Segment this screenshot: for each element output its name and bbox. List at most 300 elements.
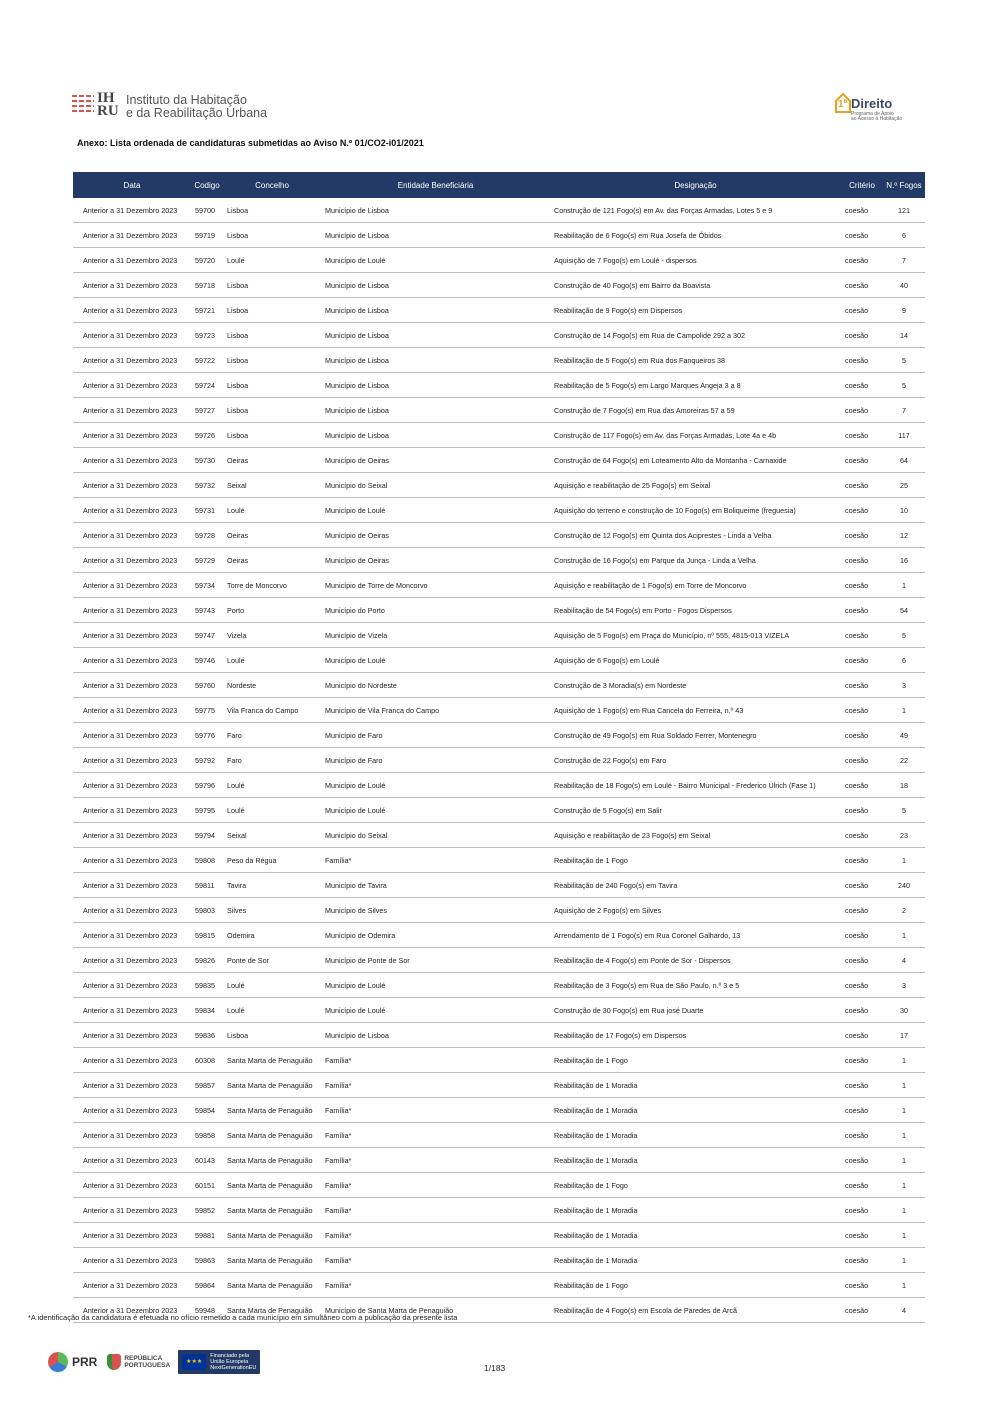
cell-concelho: Lisboa <box>223 273 321 298</box>
cell-designacao: Aquisição de 2 Fogo(s) em Silves <box>550 898 841 923</box>
cell-fogos: 2 <box>883 898 925 923</box>
cell-fogos: 7 <box>883 398 925 423</box>
cell-codigo: 59728 <box>191 523 223 548</box>
cell-concelho: Loulé <box>223 998 321 1023</box>
cell-codigo: 59743 <box>191 598 223 623</box>
cell-codigo: 59803 <box>191 898 223 923</box>
cell-criterio: coesão <box>841 298 883 323</box>
cell-designacao: Construção de 49 Fogo(s) em Rua Soldado Ferrer, Montenegro <box>550 723 841 748</box>
cell-criterio: coesão <box>841 1198 883 1223</box>
cell-entidade: Município de Lisboa <box>321 1023 550 1048</box>
cell-codigo: 60143 <box>191 1148 223 1173</box>
cell-criterio: coesão <box>841 523 883 548</box>
cell-data: Anterior a 31 Dezembro 2023 <box>73 948 191 973</box>
table-row <box>73 423 925 448</box>
cell-codigo: 59863 <box>191 1248 223 1273</box>
cell-designacao: Construção de 117 Fogo(s) em Av. das Forças Armadas, Lote 4a e 4b <box>550 423 841 448</box>
direito-subtitle-line2: ao Acesso à Habitação <box>851 116 903 122</box>
cell-codigo: 59721 <box>191 298 223 323</box>
cell-concelho: Loulé <box>223 498 321 523</box>
cell-designacao: Construção de 22 Fogo(s) em Faro <box>550 748 841 773</box>
table-row <box>73 548 925 573</box>
cell-concelho: Santa Marta de Penaguião <box>223 1198 321 1223</box>
cell-designacao: Aquisição e reabilitação de 25 Fogo(s) em Seixal <box>550 473 841 498</box>
cell-fogos: 40 <box>883 273 925 298</box>
cell-data: Anterior a 31 Dezembro 2023 <box>73 1023 191 1048</box>
cell-data: Anterior a 31 Dezembro 2023 <box>73 1223 191 1248</box>
cell-concelho: Lisboa <box>223 198 321 223</box>
cell-data: Anterior a 31 Dezembro 2023 <box>73 973 191 998</box>
cell-entidade: Município de Silves <box>321 898 550 923</box>
cell-codigo: 59734 <box>191 573 223 598</box>
cell-designacao: Construção de 5 Fogo(s) em Salir <box>550 798 841 823</box>
cell-data: Anterior a 31 Dezembro 2023 <box>73 598 191 623</box>
cell-concelho: Peso da Régua <box>223 848 321 873</box>
table-row <box>73 1248 925 1273</box>
cell-fogos: 49 <box>883 723 925 748</box>
direito-subtitle-line1: Programa de Apoio <box>851 111 894 117</box>
cell-data: Anterior a 31 Dezembro 2023 <box>73 523 191 548</box>
cell-fogos: 12 <box>883 523 925 548</box>
table-row <box>73 1223 925 1248</box>
cell-concelho: Santa Marta de Penaguião <box>223 1298 321 1323</box>
cell-data: Anterior a 31 Dezembro 2023 <box>73 473 191 498</box>
direito-logo <box>832 92 922 128</box>
cell-data: Anterior a 31 Dezembro 2023 <box>73 1073 191 1098</box>
cell-codigo: 59826 <box>191 948 223 973</box>
cell-criterio: coesão <box>841 1173 883 1198</box>
cell-fogos: 1 <box>883 923 925 948</box>
cell-data: Anterior a 31 Dezembro 2023 <box>73 773 191 798</box>
cell-designacao: Construção de 40 Fogo(s) em Bairro da Boavista <box>550 273 841 298</box>
cell-data: Anterior a 31 Dezembro 2023 <box>73 198 191 223</box>
cell-concelho: Nordeste <box>223 673 321 698</box>
cell-concelho: Lisboa <box>223 423 321 448</box>
table-row <box>73 923 925 948</box>
cell-designacao: Reabilitação de 1 Moradia <box>550 1148 841 1173</box>
table-row <box>73 573 925 598</box>
cell-data: Anterior a 31 Dezembro 2023 <box>73 1248 191 1273</box>
cell-fogos: 25 <box>883 473 925 498</box>
cell-criterio: coesão <box>841 673 883 698</box>
table-row <box>73 623 925 648</box>
cell-concelho: Vizela <box>223 623 321 648</box>
table-row <box>73 498 925 523</box>
cell-entidade: Município do Porto <box>321 598 550 623</box>
cell-designacao: Reabilitação de 1 Moradia <box>550 1073 841 1098</box>
cell-entidade: Município de Lisboa <box>321 373 550 398</box>
cell-designacao: Construção de 7 Fogo(s) em Rua das Amoreiras 57 a 59 <box>550 398 841 423</box>
cell-concelho: Santa Marta de Penaguião <box>223 1173 321 1198</box>
cell-criterio: coesão <box>841 448 883 473</box>
eu-text-line1: Financiado pela <box>210 1353 250 1359</box>
cell-codigo: 59794 <box>191 823 223 848</box>
cell-data: Anterior a 31 Dezembro 2023 <box>73 723 191 748</box>
cell-designacao: Aquisição de 1 Fogo(s) em Rua Cancela do Ferreira, n.º 43 <box>550 698 841 723</box>
cell-codigo: 59854 <box>191 1098 223 1123</box>
cell-designacao: Construção de 12 Fogo(s) em Quinta dos Aciprestes - Linda a Velha <box>550 523 841 548</box>
cell-data: Anterior a 31 Dezembro 2023 <box>73 248 191 273</box>
cell-fogos: 16 <box>883 548 925 573</box>
republica-text-line1: REPÚBLICA <box>124 1355 163 1362</box>
cell-criterio: coesão <box>841 1223 883 1248</box>
table-row <box>73 323 925 348</box>
cell-codigo: 59795 <box>191 798 223 823</box>
cell-data: Anterior a 31 Dezembro 2023 <box>73 823 191 848</box>
cell-criterio: coesão <box>841 473 883 498</box>
cell-criterio: coesão <box>841 573 883 598</box>
cell-designacao: Construção de 121 Fogo(s) em Av. das Forças Armadas, Lotes 5 e 9 <box>550 198 841 223</box>
cell-entidade: Município do Nordeste <box>321 673 550 698</box>
ihru-emblem <box>72 90 124 121</box>
cell-data: Anterior a 31 Dezembro 2023 <box>73 673 191 698</box>
cell-fogos: 9 <box>883 298 925 323</box>
cell-designacao: Aquisição e reabilitação de 23 Fogo(s) em Seixal <box>550 823 841 848</box>
cell-codigo: 59881 <box>191 1223 223 1248</box>
cell-entidade: Município de Vila Franca do Campo <box>321 698 550 723</box>
cell-codigo: 59747 <box>191 623 223 648</box>
cell-entidade: Município de Oeiras <box>321 548 550 573</box>
table-row <box>73 673 925 698</box>
ihru-name-line2: e da Reabilitação Urbana <box>126 106 268 120</box>
cell-criterio: coesão <box>841 948 883 973</box>
cell-codigo: 59718 <box>191 273 223 298</box>
table-row <box>73 773 925 798</box>
cell-fogos: 14 <box>883 323 925 348</box>
cell-designacao: Reabilitação de 1 Moradia <box>550 1223 841 1248</box>
cell-entidade: Município de Loulé <box>321 248 550 273</box>
cell-entidade: Município de Faro <box>321 723 550 748</box>
cell-data: Anterior a 31 Dezembro 2023 <box>73 298 191 323</box>
cell-fogos: 54 <box>883 598 925 623</box>
cell-designacao: Reabilitação de 4 Fogo(s) em Ponte de Sor - Dispersos <box>550 948 841 973</box>
table-row <box>73 248 925 273</box>
cell-codigo: 59775 <box>191 698 223 723</box>
cell-designacao: Reabilitação de 1 Fogo <box>550 1048 841 1073</box>
cell-designacao: Reabilitação de 5 Fogo(s) em Largo Marques Angeja 3 a 8 <box>550 373 841 398</box>
cell-data: Anterior a 31 Dezembro 2023 <box>73 1198 191 1223</box>
cell-concelho: Torre de Moncorvo <box>223 573 321 598</box>
cell-designacao: Reabilitação de 1 Fogo <box>550 848 841 873</box>
cell-entidade: Município de Lisboa <box>321 398 550 423</box>
cell-concelho: Seixal <box>223 473 321 498</box>
cell-entidade: Município de Ponte de Sor <box>321 948 550 973</box>
table-row <box>73 1048 925 1073</box>
cell-fogos: 1 <box>883 1248 925 1273</box>
cell-codigo: 59746 <box>191 648 223 673</box>
cell-criterio: coesão <box>841 348 883 373</box>
candidaturas-table <box>73 172 925 1323</box>
cell-designacao: Reabilitação de 1 Moradia <box>550 1123 841 1148</box>
cell-codigo: 59726 <box>191 423 223 448</box>
cell-fogos: 3 <box>883 973 925 998</box>
cell-entidade: Família* <box>321 1223 550 1248</box>
cell-criterio: coesão <box>841 273 883 298</box>
cell-fogos: 17 <box>883 1023 925 1048</box>
cell-designacao: Aquisição de 7 Fogo(s) em Loulé - dispersos <box>550 248 841 273</box>
cell-codigo: 59852 <box>191 1198 223 1223</box>
cell-concelho: Silves <box>223 898 321 923</box>
cell-concelho: Ponte de Sor <box>223 948 321 973</box>
cell-fogos: 1 <box>883 1148 925 1173</box>
ihru-initials-bottom: RU <box>97 103 119 119</box>
cell-concelho: Faro <box>223 723 321 748</box>
cell-criterio: coesão <box>841 848 883 873</box>
cell-concelho: Lisboa <box>223 1023 321 1048</box>
cell-designacao: Reabilitação de 9 Fogo(s) em Dispersos <box>550 298 841 323</box>
cell-entidade: Município de Santa Marta de Penaguião <box>321 1298 550 1323</box>
table-row <box>73 273 925 298</box>
cell-designacao: Aquisição de 6 Fogo(s) em Loulé <box>550 648 841 673</box>
cell-data: Anterior a 31 Dezembro 2023 <box>73 323 191 348</box>
cell-designacao: Aquisição e reabilitação de 1 Fogo(s) em Torre de Moncorvo <box>550 573 841 598</box>
cell-entidade: Família* <box>321 848 550 873</box>
cell-entidade: Município de Lisboa <box>321 423 550 448</box>
cell-criterio: coesão <box>841 773 883 798</box>
cell-fogos: 1 <box>883 1098 925 1123</box>
cell-codigo: 59792 <box>191 748 223 773</box>
cell-concelho: Seixal <box>223 823 321 848</box>
cell-fogos: 3 <box>883 673 925 698</box>
cell-data: Anterior a 31 Dezembro 2023 <box>73 448 191 473</box>
cell-designacao: Reabilitação de 5 Fogo(s) em Rua dos Fanqueiros 38 <box>550 348 841 373</box>
cell-codigo: 59776 <box>191 723 223 748</box>
cell-fogos: 117 <box>883 423 925 448</box>
table-row <box>73 473 925 498</box>
table-row <box>73 1173 925 1198</box>
cell-concelho: Santa Marta de Penaguião <box>223 1248 321 1273</box>
cell-entidade: Município do Seixal <box>321 473 550 498</box>
cell-designacao: Reabilitação de 1 Moradia <box>550 1198 841 1223</box>
column-header-data: Data <box>123 180 141 190</box>
cell-criterio: coesão <box>841 498 883 523</box>
prr-logo-icon <box>48 1352 68 1372</box>
cell-fogos: 1 <box>883 698 925 723</box>
cell-criterio: coesão <box>841 373 883 398</box>
cell-data: Anterior a 31 Dezembro 2023 <box>73 1048 191 1073</box>
cell-designacao: Aquisição de 5 Fogo(s) em Praça do Município, nº 555, 4815-013 VIZELA <box>550 623 841 648</box>
cell-fogos: 1 <box>883 1048 925 1073</box>
cell-designacao: Reabilitação de 6 Fogo(s) em Rua Josefa de Óbidos <box>550 223 841 248</box>
table-row <box>73 523 925 548</box>
table-row <box>73 723 925 748</box>
cell-data: Anterior a 31 Dezembro 2023 <box>73 698 191 723</box>
cell-fogos: 23 <box>883 823 925 848</box>
cell-data: Anterior a 31 Dezembro 2023 <box>73 548 191 573</box>
cell-data: Anterior a 31 Dezembro 2023 <box>73 398 191 423</box>
cell-entidade: Família* <box>321 1048 550 1073</box>
cell-criterio: coesão <box>841 1298 883 1323</box>
cell-codigo: 59730 <box>191 448 223 473</box>
eu-text-line3: NextGenerationEU <box>210 1365 257 1371</box>
cell-concelho: Faro <box>223 748 321 773</box>
cell-fogos: 1 <box>883 1173 925 1198</box>
cell-designacao: Reabilitação de 1 Moradia <box>550 1098 841 1123</box>
cell-codigo: 59858 <box>191 1123 223 1148</box>
column-header-fogos: N.º Fogos <box>886 180 922 190</box>
cell-data: Anterior a 31 Dezembro 2023 <box>73 273 191 298</box>
direito-badge: 1º <box>838 99 848 110</box>
cell-entidade: Município de Lisboa <box>321 273 550 298</box>
cell-data: Anterior a 31 Dezembro 2023 <box>73 223 191 248</box>
cell-fogos: 22 <box>883 748 925 773</box>
cell-concelho: Santa Marta de Penaguião <box>223 1273 321 1298</box>
cell-designacao: Reabilitação de 3 Fogo(s) em Rua de São Paulo, n.º 3 e 5 <box>550 973 841 998</box>
page-number: 1/183 <box>484 1363 506 1373</box>
cell-criterio: coesão <box>841 823 883 848</box>
cell-entidade: Família* <box>321 1198 550 1223</box>
cell-criterio: coesão <box>841 1248 883 1273</box>
cell-entidade: Família* <box>321 1148 550 1173</box>
cell-fogos: 1 <box>883 1198 925 1223</box>
cell-criterio: coesão <box>841 648 883 673</box>
cell-criterio: coesão <box>841 1023 883 1048</box>
cell-codigo: 59760 <box>191 673 223 698</box>
table-row <box>73 1148 925 1173</box>
cell-data: Anterior a 31 Dezembro 2023 <box>73 1148 191 1173</box>
cell-data: Anterior a 31 Dezembro 2023 <box>73 348 191 373</box>
cell-criterio: coesão <box>841 323 883 348</box>
cell-criterio: coesão <box>841 248 883 273</box>
footnote: *A identificação da candidatura é efetuada no ofício remetido a cada município em simultâneo com a publicação da presente lista <box>28 1313 458 1322</box>
cell-data: Anterior a 31 Dezembro 2023 <box>73 1123 191 1148</box>
cell-designacao: Reabilitação de 17 Fogo(s) em Dispersos <box>550 1023 841 1048</box>
cell-entidade: Município de Torre de Moncorvo <box>321 573 550 598</box>
cell-designacao: Reabilitação de 1 Moradia <box>550 1248 841 1273</box>
cell-concelho: Santa Marta de Penaguião <box>223 1048 321 1073</box>
cell-concelho: Vila Franca do Campo <box>223 698 321 723</box>
table-row <box>73 748 925 773</box>
cell-designacao: Reabilitação de 240 Fogo(s) em Tavira <box>550 873 841 898</box>
table-body <box>73 198 925 1323</box>
cell-fogos: 10 <box>883 498 925 523</box>
republica-emblem-icon <box>107 1354 121 1370</box>
cell-criterio: coesão <box>841 1273 883 1298</box>
cell-concelho: Santa Marta de Penaguião <box>223 1223 321 1248</box>
cell-concelho: Loulé <box>223 648 321 673</box>
table-row <box>73 898 925 923</box>
cell-concelho: Santa Marta de Penaguião <box>223 1123 321 1148</box>
cell-criterio: coesão <box>841 423 883 448</box>
cell-criterio: coesão <box>841 548 883 573</box>
table-row <box>73 298 925 323</box>
cell-codigo: 59836 <box>191 1023 223 1048</box>
cell-codigo: 59700 <box>191 198 223 223</box>
cell-designacao: Reabilitação de 18 Fogo(s) em Loulé - Bairro Municipal - Frederico Ulrich (Fase 1) <box>550 773 841 798</box>
cell-data: Anterior a 31 Dezembro 2023 <box>73 1173 191 1198</box>
table-row <box>73 973 925 998</box>
cell-criterio: coesão <box>841 973 883 998</box>
cell-fogos: 1 <box>883 1123 925 1148</box>
cell-concelho: Oeiras <box>223 548 321 573</box>
cell-entidade: Município de Lisboa <box>321 348 550 373</box>
table-row <box>73 873 925 898</box>
cell-codigo: 59811 <box>191 873 223 898</box>
cell-criterio: coesão <box>841 1048 883 1073</box>
cell-criterio: coesão <box>841 198 883 223</box>
table-row <box>73 1023 925 1048</box>
cell-concelho: Lisboa <box>223 373 321 398</box>
cell-concelho: Porto <box>223 598 321 623</box>
cell-concelho: Tavira <box>223 873 321 898</box>
column-header-concelho: Concelho <box>255 180 289 190</box>
direito-title: Direito <box>851 96 893 111</box>
table-row <box>73 373 925 398</box>
table-row <box>73 1123 925 1148</box>
cell-fogos: 18 <box>883 773 925 798</box>
cell-fogos: 6 <box>883 223 925 248</box>
cell-codigo: 59732 <box>191 473 223 498</box>
cell-fogos: 1 <box>883 848 925 873</box>
table-row <box>73 823 925 848</box>
cell-codigo: 59723 <box>191 323 223 348</box>
cell-fogos: 64 <box>883 448 925 473</box>
cell-data: Anterior a 31 Dezembro 2023 <box>73 573 191 598</box>
ihru-initials-top: IH <box>97 90 115 106</box>
cell-concelho: Oeiras <box>223 448 321 473</box>
cell-designacao: Construção de 3 Moradia(s) em Nordeste <box>550 673 841 698</box>
cell-entidade: Família* <box>321 1273 550 1298</box>
cell-codigo: 59724 <box>191 373 223 398</box>
column-header-criterio: Critério <box>849 180 875 190</box>
cell-entidade: Família* <box>321 1098 550 1123</box>
cell-entidade: Município de Oeiras <box>321 523 550 548</box>
cell-criterio: coesão <box>841 698 883 723</box>
cell-codigo: 59720 <box>191 248 223 273</box>
cell-fogos: 5 <box>883 798 925 823</box>
cell-designacao: Construção de 14 Fogo(s) em Rua de Campolide 292 a 302 <box>550 323 841 348</box>
cell-entidade: Família* <box>321 1248 550 1273</box>
cell-codigo: 59864 <box>191 1273 223 1298</box>
cell-fogos: 1 <box>883 1223 925 1248</box>
cell-criterio: coesão <box>841 1123 883 1148</box>
cell-concelho: Lisboa <box>223 323 321 348</box>
cell-entidade: Município do Seixal <box>321 823 550 848</box>
cell-codigo: 60151 <box>191 1173 223 1198</box>
cell-entidade: Município de Loulé <box>321 973 550 998</box>
cell-data: Anterior a 31 Dezembro 2023 <box>73 923 191 948</box>
cell-data: Anterior a 31 Dezembro 2023 <box>73 998 191 1023</box>
cell-concelho: Santa Marta de Penaguião <box>223 1148 321 1173</box>
table-row <box>73 223 925 248</box>
cell-codigo: 59727 <box>191 398 223 423</box>
cell-data: Anterior a 31 Dezembro 2023 <box>73 798 191 823</box>
republica-text-line2: PORTUGUESA <box>124 1362 171 1369</box>
cell-fogos: 4 <box>883 1298 925 1323</box>
cell-entidade: Município de Lisboa <box>321 223 550 248</box>
table-row <box>73 448 925 473</box>
cell-entidade: Município de Loulé <box>321 648 550 673</box>
cell-designacao: Construção de 16 Fogo(s) em Parque da Junça - Linda a Velha <box>550 548 841 573</box>
cell-criterio: coesão <box>841 1148 883 1173</box>
cell-concelho: Lisboa <box>223 298 321 323</box>
column-header-codigo: Codigo <box>194 180 220 190</box>
table-row <box>73 698 925 723</box>
cell-entidade: Família* <box>321 1123 550 1148</box>
cell-fogos: 4 <box>883 948 925 973</box>
cell-data: Anterior a 31 Dezembro 2023 <box>73 648 191 673</box>
cell-criterio: coesão <box>841 598 883 623</box>
cell-criterio: coesão <box>841 223 883 248</box>
table-row <box>73 948 925 973</box>
cell-concelho: Loulé <box>223 773 321 798</box>
cell-codigo: 59731 <box>191 498 223 523</box>
cell-codigo: 59948 <box>191 1298 223 1323</box>
cell-codigo: 59722 <box>191 348 223 373</box>
table-row <box>73 198 925 223</box>
table-row <box>73 648 925 673</box>
table-row <box>73 598 925 623</box>
